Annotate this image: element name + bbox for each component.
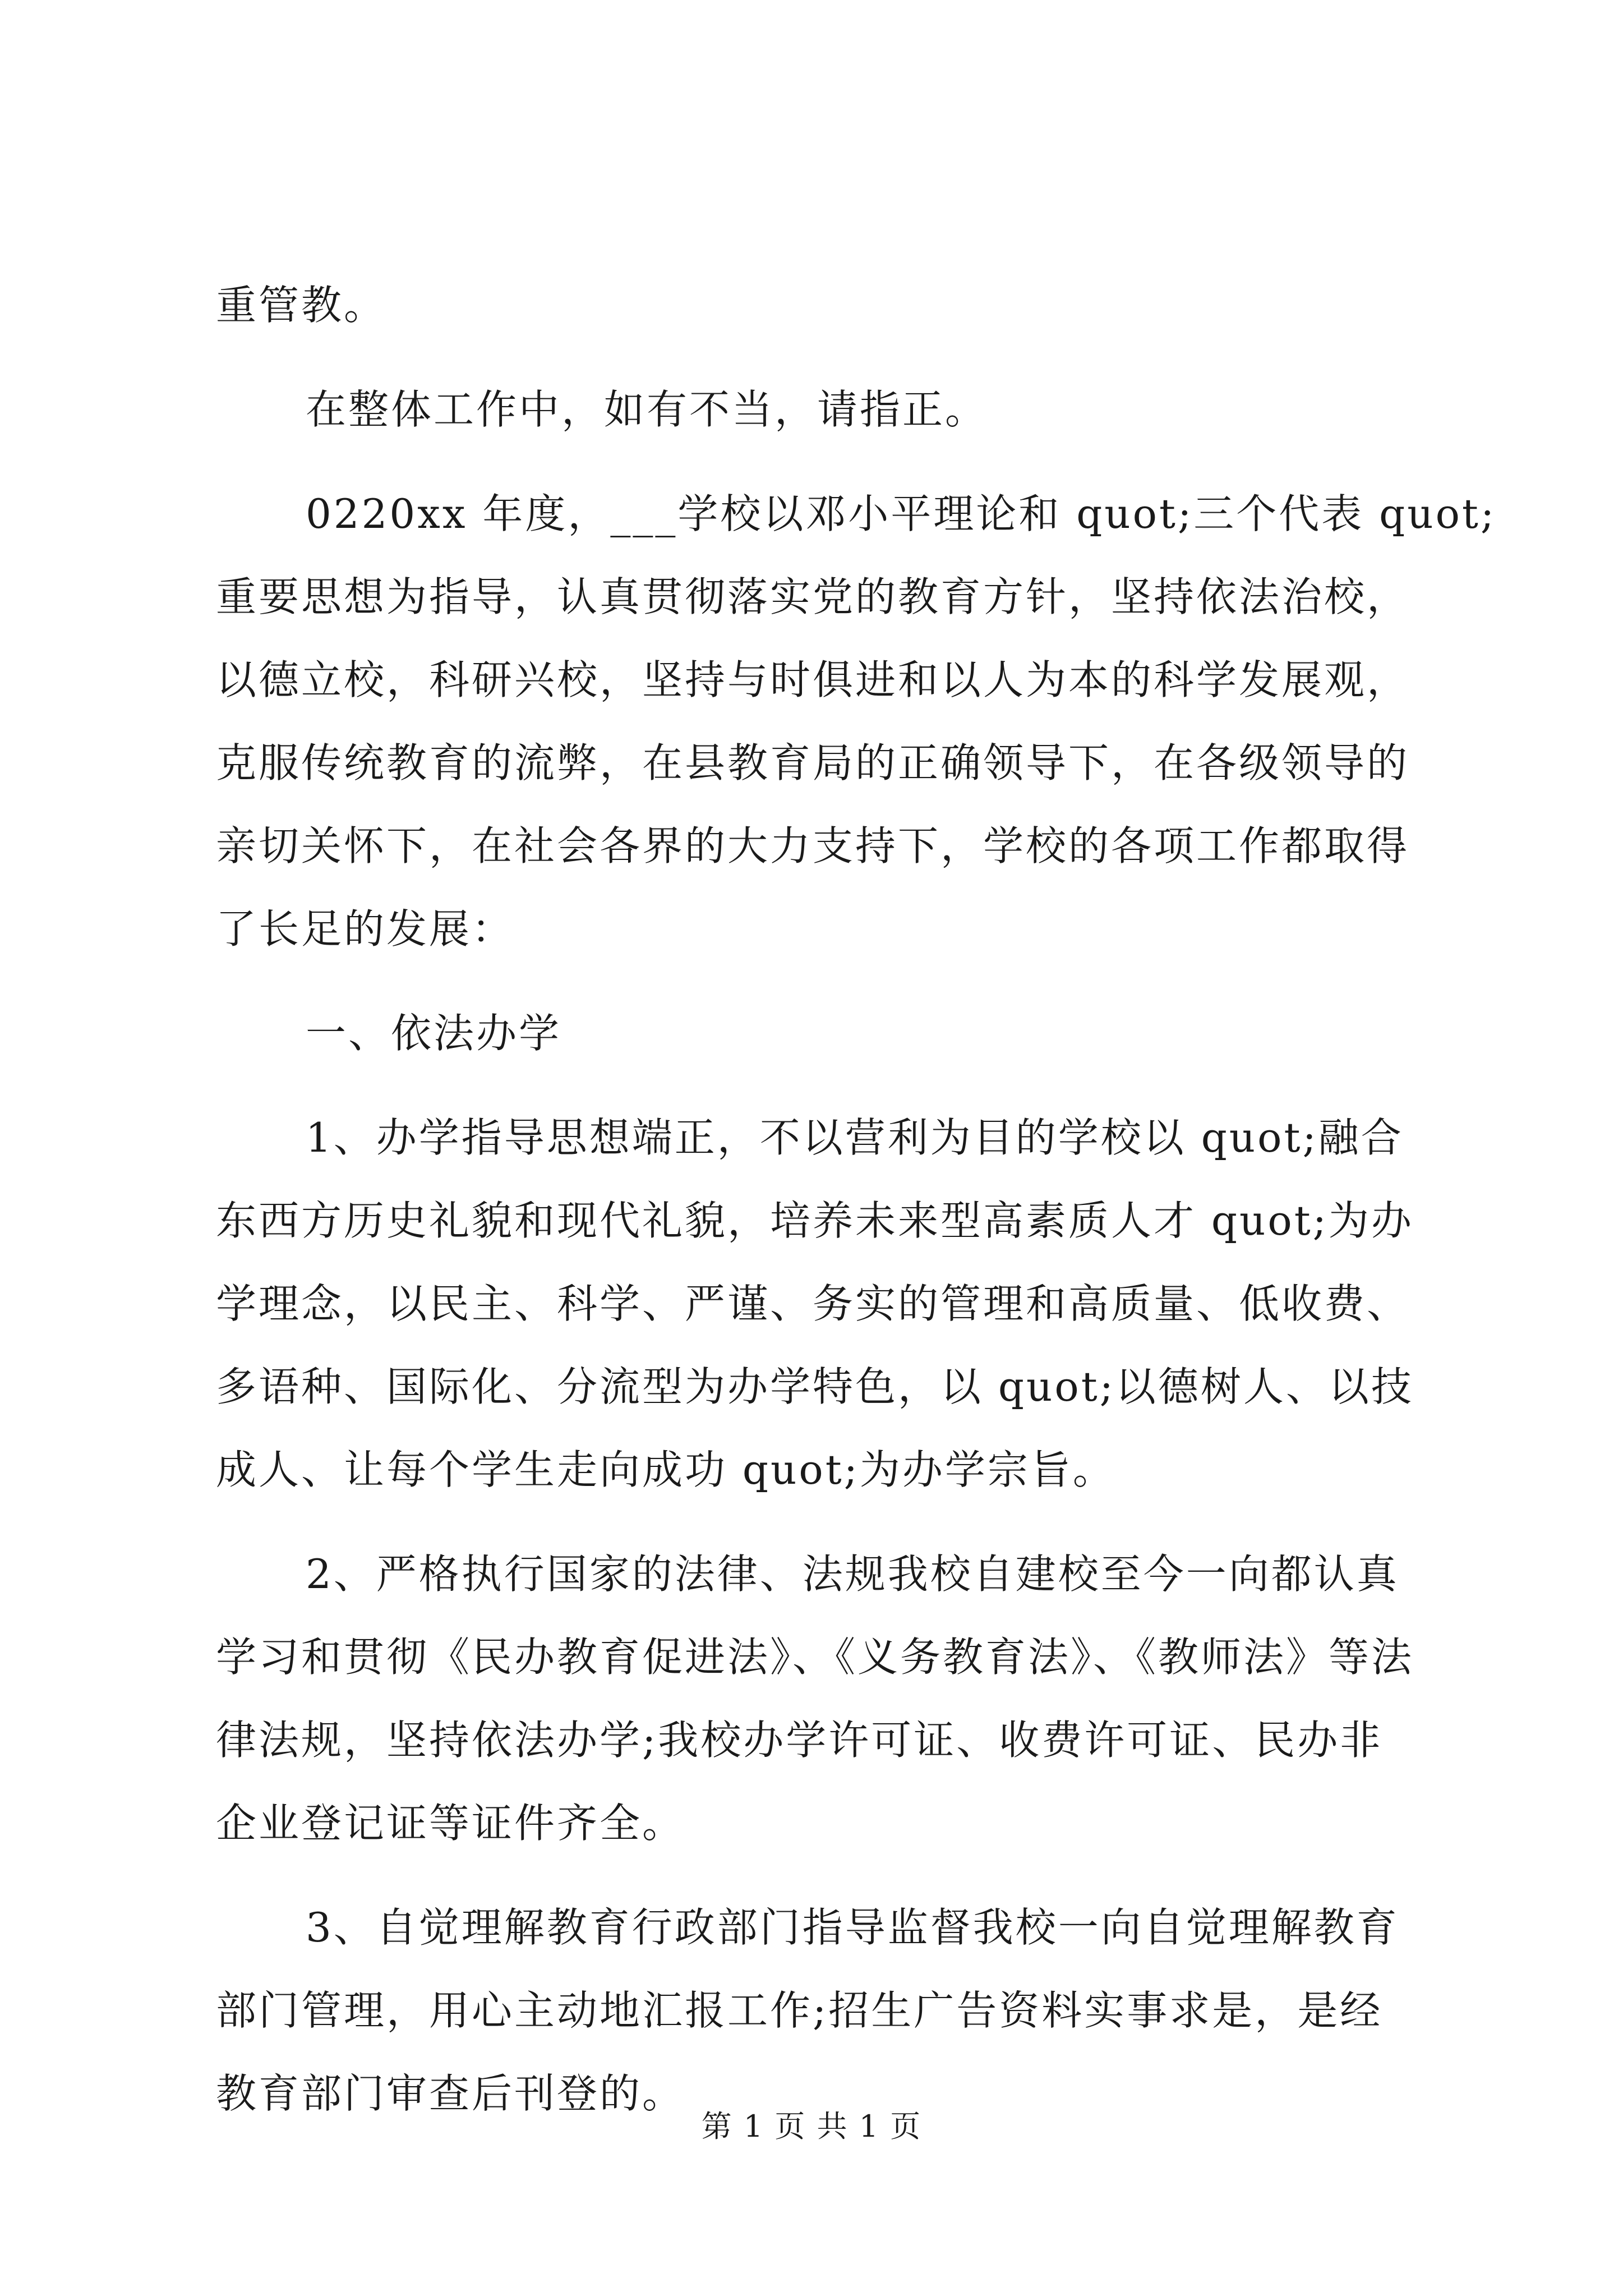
text-line: 以德立校，科研兴校，坚持与时俱进和以人为本的科学发展观， xyxy=(216,656,1410,703)
page-number: 第 1 页 共 1 页 xyxy=(701,2109,922,2144)
text-line: 学理念，以民主、科学、严谨、务实的管理和高质量、低收费、 xyxy=(216,1280,1410,1327)
paragraph-continuation xyxy=(216,264,1427,347)
paragraph-closing-note xyxy=(216,368,1427,451)
paragraph-item-3 xyxy=(216,1886,1427,2135)
text-line: 部门管理，用心主动地汇报工作;招生广告资料实事求是，是经 xyxy=(216,1987,1383,2034)
text-line: 学习和贯彻《民办教育促进法》、《义务教育法》、《教师法》等法 xyxy=(216,1634,1414,1681)
paragraph-item-2 xyxy=(216,1533,1427,1865)
document-body xyxy=(216,264,1497,2135)
text-line: 重管教。 xyxy=(216,282,387,329)
text-line: 东西方历史礼貌和现代礼貌，培养未来型高素质人才 quot;为办 xyxy=(216,1197,1414,1244)
text-line: 教育部门审查后刊登的。 xyxy=(216,2070,685,2117)
heading-line: 一、依法办学 xyxy=(306,1010,562,1057)
text-line: 亲切关怀下，在社会各界的大力支持下，学校的各项工作都取得 xyxy=(216,822,1410,869)
text-line: 企业登记证等证件齐全。 xyxy=(216,1800,685,1847)
text-line: 克服传统教育的流弊，在县教育局的正确领导下，在各级领导的 xyxy=(216,739,1410,786)
text-line: 多语种、国际化、分流型为办学特色，以 quot;以德树人、以技 xyxy=(216,1363,1414,1410)
paragraph-intro xyxy=(216,472,1497,970)
text-line: 在整体工作中，如有不当，请指正。 xyxy=(306,386,988,433)
page-footer xyxy=(0,2102,1623,2146)
text-line: 1、办学指导思想端正，不以营利为目的学校以 quot;融合 xyxy=(306,1114,1404,1161)
text-line: 重要思想为指导，认真贯彻落实党的教育方针，坚持依法治校， xyxy=(216,573,1410,620)
text-line: 了长足的发展： xyxy=(216,905,515,953)
text-line: 3、自觉理解教育行政部门指导监督我校一向自觉理解教育 xyxy=(306,1904,1399,1951)
paragraph-item-1 xyxy=(216,1096,1427,1511)
text-line: 0220xx 年度，___学校以邓小平理论和 quot;三个代表 quot; xyxy=(306,490,1497,537)
text-line: 2、严格执行国家的法律、法规我校自建校至今一向都认真 xyxy=(306,1550,1399,1598)
text-line: 律法规，坚持依法办学;我校办学许可证、收费许可证、民办非 xyxy=(216,1717,1383,1764)
text-line: 成人、让每个学生走向成功 quot;为办学宗旨。 xyxy=(216,1446,1115,1493)
section-heading xyxy=(216,992,1427,1075)
